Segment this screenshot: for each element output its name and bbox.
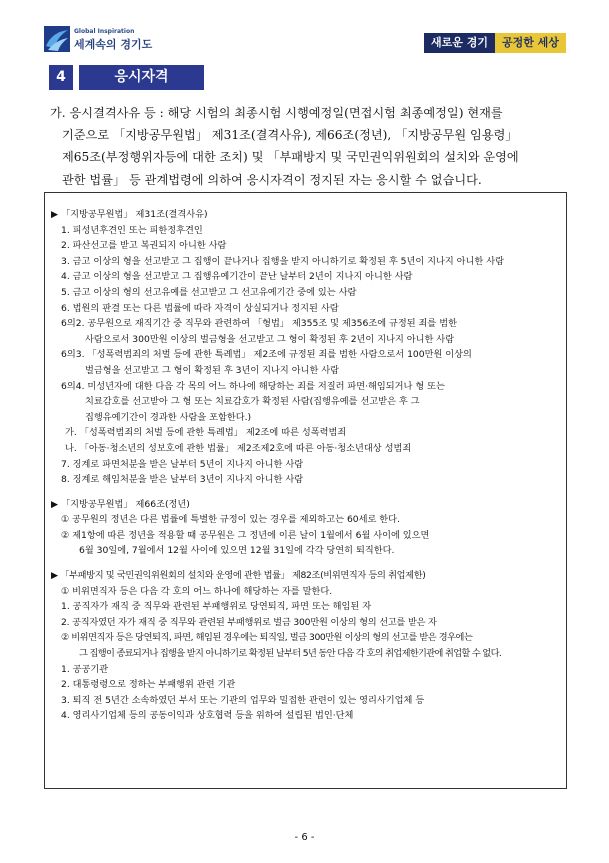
list-item-cont: 벌금형을 선고받고 그 형이 확정된 후 3년이 지나지 아니한 사람 bbox=[85, 364, 340, 376]
law-excerpt-box bbox=[44, 192, 567, 789]
paragraph-line: 기준으로 「지방공무원법」 제31조(결격사유), 제66조(정년), 「지방공무원 임용령」 bbox=[62, 128, 518, 143]
logo-name: 세계속의 경기도 bbox=[74, 38, 153, 51]
list-item: 1. 공공기관 bbox=[61, 663, 109, 675]
list-item: 6의2. 공무원으로 재직기간 중 직무와 관련하여 「형법」 제355조 및 제356조에 규정된 죄를 범한 bbox=[61, 318, 457, 330]
list-item: 4. 영리사기업체 등의 공동이익과 상호협력 등을 위하여 설립된 법인·단체 bbox=[61, 710, 354, 722]
list-item-cont: 치료감호를 선고받아 그 형 또는 치료감호가 확정된 사람(집행유예를 선고받은 후 그 bbox=[85, 396, 420, 408]
list-item: 2. 대통령령으로 정하는 부패행위 관련 기관 bbox=[61, 679, 236, 691]
slogan-right: 공정한 세상 bbox=[495, 33, 566, 53]
list-item: 5. 금고 이상의 형의 선고유예를 선고받고 그 선고유예기간 중에 있는 사람 bbox=[61, 286, 357, 298]
slogan-left: 새로운 경기 bbox=[424, 33, 495, 53]
clause: ① 공무원의 정년은 다른 법률에 특별한 규정이 있는 경우를 제외하고는 60세로 한다. bbox=[61, 514, 400, 526]
paragraph-line: 제65조(부정행위자등에 대한 조치) 및 「부패방지 및 국민권익위원회의 설치와 운영에 bbox=[62, 150, 519, 165]
page-header bbox=[0, 0, 609, 60]
paragraph-line: 관한 법률」 등 관계법령에 의하여 응시자격이 정지된 자는 응시할 수 없습니다. bbox=[62, 172, 482, 187]
slogan-banner bbox=[424, 33, 566, 53]
paragraph-line: 가. 응시결격사유 등 : 해당 시험의 최종시험 시행예정일(면접시험 최종예정일) 현재를 bbox=[50, 106, 503, 120]
list-item: 6. 법원의 판결 또는 다른 법률에 따라 자격이 상실되거나 정지된 사람 bbox=[61, 302, 339, 314]
list-item: 3. 퇴직 전 5년간 소속하였던 부서 또는 기관의 업무와 밀접한 관련이 있는 영리사기업체 등 bbox=[61, 694, 425, 706]
list-item: 4. 금고 이상의 형을 선고받고 그 집행유예기간이 끝난 날부터 2년이 지나지 아니한 사람 bbox=[61, 271, 413, 283]
clause-cont: 그 집행이 종료되거나 집행을 받지 아니하기로 확정된 날부터 5년 동안 다음 각 호의 취업제한기관에 취업할 수 없다. bbox=[79, 648, 502, 660]
clause-cont: 6월 30일에, 7월에서 12월 사이에 있으면 12월 31일에 각각 당연히 퇴직한다. bbox=[79, 545, 395, 557]
block-heading: ▶ 「지방공무원법」 제66조(정년) bbox=[51, 498, 190, 510]
sub-item: 나. 「아동·청소년의 성보호에 관한 법률」 제2조제2호에 따른 아동·청소년대상 성범죄 bbox=[65, 442, 412, 454]
section-title: 응시자격 bbox=[79, 65, 204, 90]
block-heading: ▶ 「부패방지 및 국민권익위원회의 설치와 운영에 관한 법률」 제82조(비위면직자 등의 취업제한) bbox=[51, 570, 426, 582]
list-item: 7. 징계로 파면처분을 받은 날부터 5년이 지나지 아니한 사람 bbox=[61, 458, 304, 470]
clause: ① 비위면직자 등은 다음 각 호의 어느 하나에 해당하는 자를 말한다. bbox=[61, 585, 333, 597]
logo-tagline: Global Inspiration bbox=[74, 28, 135, 35]
section-header bbox=[49, 65, 204, 90]
list-item: 6의4. 미성년자에 대한 다음 각 목의 어느 하나에 해당하는 죄를 저질러 파면·해임되거나 형 또는 bbox=[61, 380, 445, 392]
page-number: - 6 - bbox=[294, 832, 315, 843]
list-item-cont: 집행유예기간이 경과한 사람을 포함한다.) bbox=[85, 411, 252, 423]
list-item-cont: 사람으로서 300만원 이상의 벌금형을 선고받고 그 형이 확정된 후 2년이 지나지 아니한 사람 bbox=[85, 333, 455, 345]
section-number: 4 bbox=[49, 65, 73, 90]
list-item: 2. 공직자였던 자가 재직 중 직무와 관련된 부패행위로 벌금 300만원 이상의 형의 선고를 받은 자 bbox=[61, 616, 437, 628]
block-heading: ▶ 「지방공무원법」 제31조(결격사유) bbox=[51, 209, 208, 220]
list-item: 6의3. 「성폭력범죄의 처벌 등에 관한 특례법」 제2조에 규정된 죄를 범한 사람으로서 100만원 이상의 bbox=[61, 349, 472, 361]
list-item: 8. 징계로 해임처분을 받은 날부터 3년이 지나지 아니한 사람 bbox=[61, 474, 304, 486]
list-item: 2. 파산선고를 받고 복권되지 아니한 사람 bbox=[61, 240, 227, 252]
sub-item: 가. 「성폭력범죄의 처벌 등에 관한 특례법」 제2조에 따른 성폭력범죄 bbox=[65, 427, 347, 439]
gyeonggi-logo-icon bbox=[44, 26, 70, 52]
clause: ② 제1항에 따른 정년을 적용할 때 공무원은 그 정년에 이른 날이 1월에서 6월 사이에 있으면 bbox=[61, 529, 430, 541]
gyeonggi-logo bbox=[44, 26, 174, 56]
clause: ② 비위면직자 등은 당연퇴직, 파면, 해임된 경우에는 퇴직일, 벌금 300만원 이상의 형의 선고를 받은 경우에는 bbox=[61, 632, 473, 644]
list-item: 1. 피성년후견인 또는 피한정후견인 bbox=[61, 224, 203, 236]
list-item: 1. 공직자가 재직 중 직무와 관련된 부패행위로 당연퇴직, 파면 또는 해임된 자 bbox=[61, 601, 372, 613]
eligibility-paragraph bbox=[50, 102, 562, 191]
list-item: 3. 금고 이상의 형을 선고받고 그 집행이 끝나거나 집행을 받지 아니하기로 확정된 후 5년이 지나지 아니한 사람 bbox=[61, 255, 504, 267]
